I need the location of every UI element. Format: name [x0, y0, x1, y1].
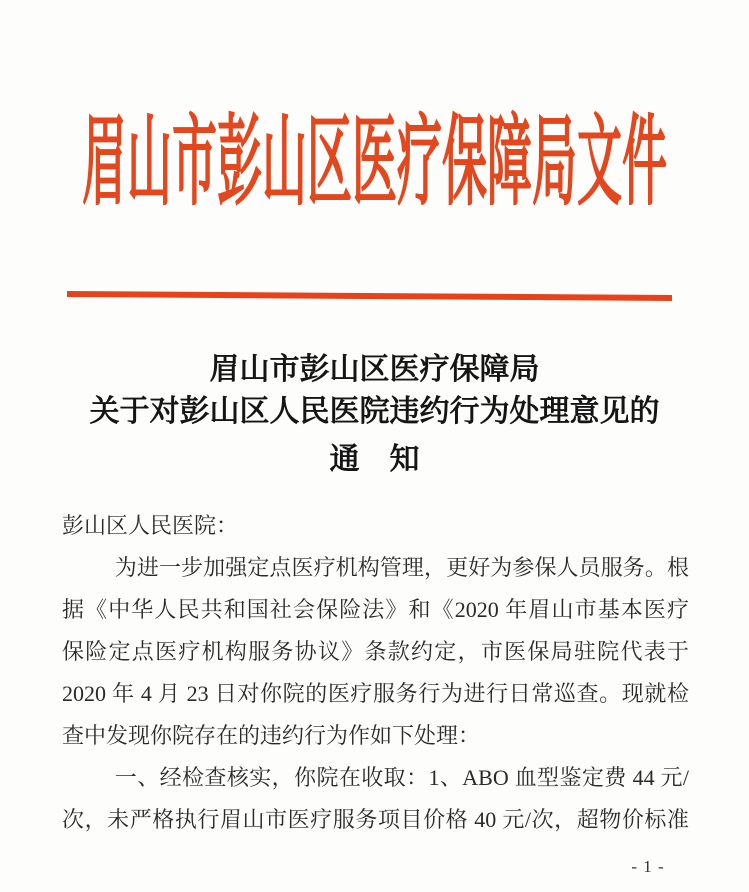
body-line: 查中发现你院存在的违约行为作如下处理：	[62, 723, 481, 748]
agency-banner-text: 眉山市彭山区医疗保障局文件	[81, 107, 667, 218]
salutation-line: 彭山区人民医院：	[62, 513, 239, 538]
title-subject-line: 关于对彭山区人民医院违约行为处理意见的	[89, 395, 660, 428]
body-line: 保险定点医疗机构服务协议》条款约定，市医保局驻院代表于	[62, 639, 689, 664]
body-line: 次，未严格执行眉山市医疗服务项目价格 40 元/次，超物价标准	[62, 807, 689, 832]
document-title	[0, 349, 749, 481]
page-number: - 1 -	[631, 857, 665, 876]
body-line: 一、经检查核实，你院在收取：1、ABO 血型鉴定费 44 元/	[114, 765, 689, 790]
title-notice-word: 通 知	[329, 443, 420, 476]
body-line: 2020 年 4 月 23 日对你院的医疗服务行为进行日常巡查。现就检	[62, 681, 689, 706]
title-agency-line: 眉山市彭山区医疗保障局	[209, 353, 540, 386]
red-separator-rule	[67, 291, 672, 301]
body-line: 为进一步加强定点医疗机构管理，更好为参保人员服务。根	[114, 555, 689, 580]
agency-banner	[0, 107, 749, 218]
document-body	[62, 505, 689, 841]
body-line: 据《中华人民共和国社会保险法》和《2020 年眉山市基本医疗	[62, 597, 689, 622]
